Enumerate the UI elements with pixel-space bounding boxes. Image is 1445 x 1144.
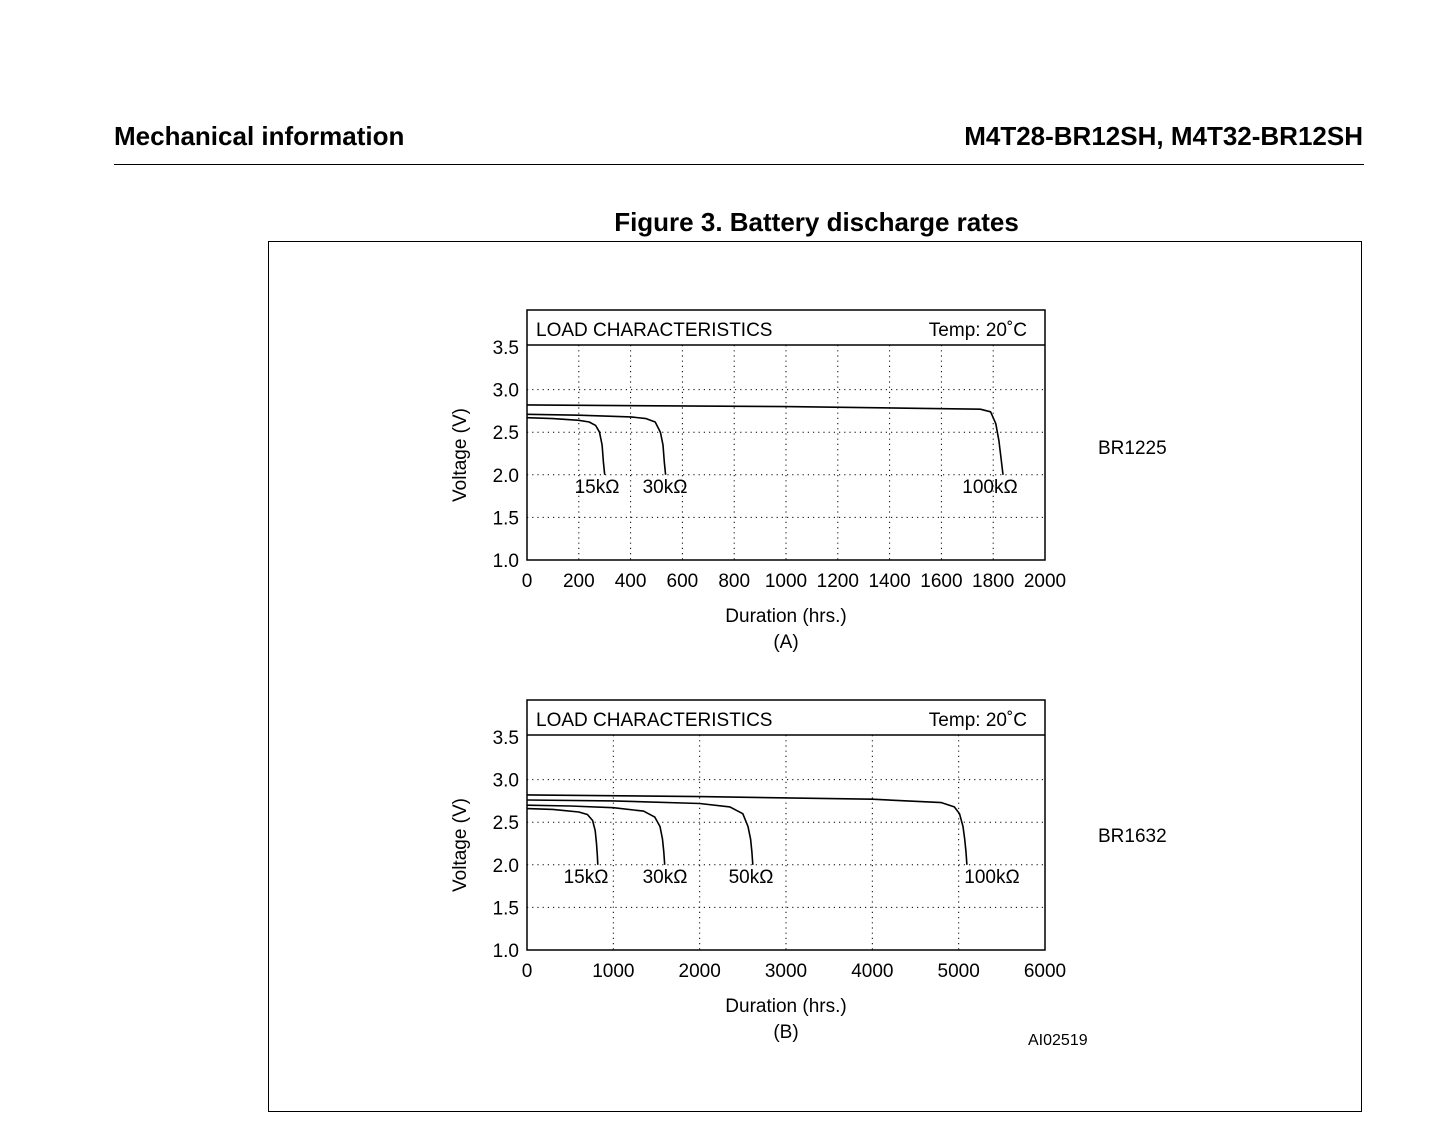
series-label: 30kΩ bbox=[642, 867, 688, 888]
series-label: 100kΩ bbox=[964, 867, 1020, 888]
section-heading: Mechanical information bbox=[114, 121, 405, 151]
x-tick-label: 3000 bbox=[764, 961, 808, 982]
x-axis-label: Duration (hrs.) bbox=[725, 606, 847, 627]
x-tick-label: 1400 bbox=[868, 571, 911, 592]
y-tick-label: 3.5 bbox=[492, 338, 519, 359]
panel-label: (B) bbox=[773, 1022, 799, 1043]
y-tick-label: 2.0 bbox=[492, 465, 519, 487]
x-tick-label: 0 bbox=[521, 571, 533, 592]
part-numbers: M4T28-BR12SH, M4T32-BR12SH bbox=[964, 121, 1363, 151]
x-tick-label: 6000 bbox=[1023, 961, 1067, 982]
discharge-curve bbox=[527, 418, 605, 475]
y-tick-label: 2.5 bbox=[492, 813, 519, 835]
x-tick-label: 2000 bbox=[678, 961, 721, 982]
y-tick-label: 3.5 bbox=[492, 728, 519, 749]
discharge-curve bbox=[527, 809, 598, 865]
temperature-label: Temp: 20˚C bbox=[928, 320, 1027, 341]
series-label: 30kΩ bbox=[642, 477, 688, 498]
x-tick-label: 0 bbox=[521, 961, 533, 982]
x-tick-label: 5000 bbox=[937, 961, 980, 982]
x-tick-label: 1600 bbox=[920, 571, 963, 592]
y-axis-label: Voltage (V) bbox=[450, 408, 471, 502]
chart-panel-1 bbox=[450, 700, 1167, 1043]
y-tick-label: 2.5 bbox=[492, 423, 519, 445]
series-label: 100kΩ bbox=[962, 477, 1018, 498]
x-tick-label: 1000 bbox=[592, 961, 635, 982]
y-tick-label: 1.5 bbox=[492, 508, 519, 530]
discharge-curve bbox=[527, 795, 967, 865]
y-tick-label: 1.0 bbox=[492, 551, 519, 572]
x-tick-label: 600 bbox=[666, 571, 699, 592]
battery-model-label: BR1225 bbox=[1098, 438, 1167, 459]
series-label: 15kΩ bbox=[574, 477, 620, 498]
discharge-curve bbox=[527, 414, 666, 475]
x-tick-label: 1200 bbox=[816, 571, 859, 592]
x-tick-label: 1000 bbox=[764, 571, 808, 592]
y-tick-label: 1.0 bbox=[492, 941, 519, 962]
battery-model-label: BR1632 bbox=[1098, 826, 1167, 847]
x-tick-label: 4000 bbox=[851, 961, 894, 982]
chart-panel-0 bbox=[450, 310, 1167, 653]
y-tick-label: 2.0 bbox=[492, 855, 519, 877]
figure-code: AI02519 bbox=[1028, 1032, 1088, 1049]
x-tick-label: 400 bbox=[614, 571, 647, 592]
y-axis-label: Voltage (V) bbox=[450, 798, 471, 892]
x-tick-label: 200 bbox=[562, 571, 595, 592]
x-tick-label: 1800 bbox=[972, 571, 1015, 592]
y-tick-label: 3.0 bbox=[492, 770, 519, 792]
x-tick-label: 800 bbox=[718, 571, 751, 592]
series-label: 15kΩ bbox=[563, 867, 609, 888]
load-characteristics-label: LOAD CHARACTERISTICS bbox=[536, 710, 773, 731]
x-tick-label: 2000 bbox=[1023, 571, 1067, 592]
series-label: 50kΩ bbox=[728, 867, 774, 888]
panel-label: (A) bbox=[773, 632, 799, 653]
x-axis-label: Duration (hrs.) bbox=[725, 996, 847, 1017]
figure-title: Figure 3. Battery discharge rates bbox=[614, 207, 1019, 237]
load-characteristics-label: LOAD CHARACTERISTICS bbox=[536, 320, 773, 341]
y-tick-label: 1.5 bbox=[492, 898, 519, 920]
y-tick-label: 3.0 bbox=[492, 380, 519, 402]
temperature-label: Temp: 20˚C bbox=[928, 710, 1027, 731]
